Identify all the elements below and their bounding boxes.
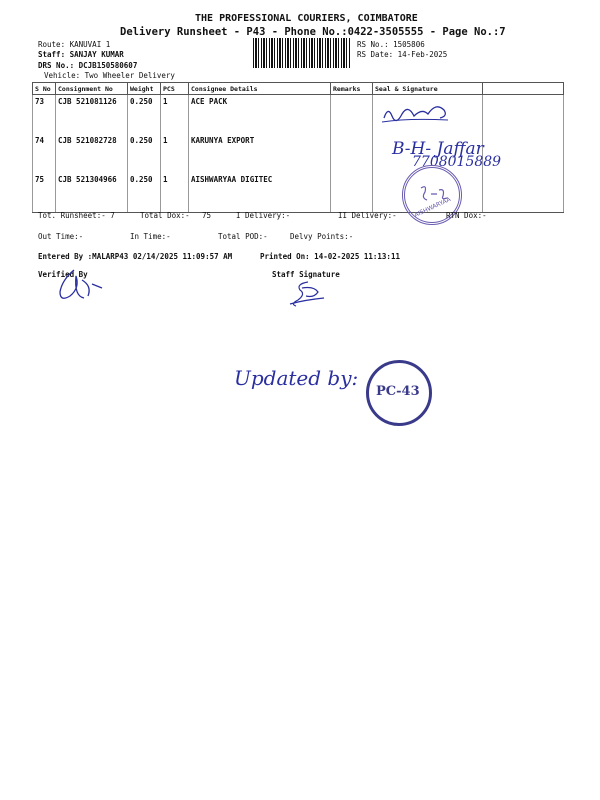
receiver-name: B-H- Jaffar [392,139,484,159]
cell-pcs: 1 [161,134,189,173]
route-label: Route: KANUVAI 1 [38,40,111,49]
printed-on: Printed On: 14-02-2025 11:13:11 [260,252,400,261]
cell-sno: 74 [33,134,56,173]
total-dox-label: Total Dox:- [140,211,190,220]
col-consignment: Consignment No [56,83,128,95]
drs-number: DRS No.: DCJB150580607 [38,61,138,70]
cell-consignee: ACE PACK [189,95,331,135]
rtn-dox: RTN Dox:- [446,211,487,220]
vehicle-label: Vehicle: Two Wheeler Delivery [44,71,175,80]
table-row [33,95,564,135]
cell-consignee: AISHWARYAA DIGITEC [189,173,331,213]
verified-by-label: Verified By [38,270,88,279]
cell-weight: 0.250 [128,173,161,213]
cell-consignment: CJB 521081126 [56,95,128,135]
col-seal: Seal & Signature [373,83,483,95]
cell-consignment: CJB 521304966 [56,173,128,213]
staff-label: Staff: SANJAY KUMAR [38,50,124,59]
entered-by: Entered By :MALARP43 02/14/2025 11:09:57 AM [38,252,233,261]
receiver-phone: 7708015889 [412,154,502,170]
delivery-points: Delvy Points:- [290,232,354,241]
cell-pcs: 1 [161,95,189,135]
col-sno: S No [33,83,56,95]
table-row [33,173,564,213]
staff-signature [284,278,330,308]
stamp-code: PC-43 [376,384,420,399]
total-dox-value: 75 [202,211,212,220]
rs-date: RS Date: 14-Feb-2025 [357,50,448,59]
col-pcs: PCS [161,83,189,95]
rs-number: RS No.: 1505806 [357,40,425,49]
cell-sno: 73 [33,95,56,135]
row1-signature [378,98,458,128]
cell-consignment: CJB 521082728 [56,134,128,173]
company-title: THE PROFESSIONAL COURIERS, COIMBATORE [195,13,418,24]
ii-delivery: II Delivery:- [338,211,397,220]
cell-weight: 0.250 [128,95,161,135]
out-time: Out Time:- [38,232,84,241]
pc43-stamp [366,360,432,426]
col-consignee: Consignee Details [189,83,331,95]
verified-signature [52,266,108,306]
runsheet-table [32,82,564,213]
table-header-row [33,83,564,95]
updated-by-note: Updated by: [234,366,359,390]
staff-signature-label: Staff Signature [272,270,340,279]
cell-weight: 0.250 [128,134,161,173]
cell-sno: 75 [33,173,56,213]
cell-pcs: 1 [161,173,189,213]
seal-signature-mark [417,182,449,204]
cell-consignee: KARUNYA EXPORT [189,134,331,173]
col-remarks: Remarks [331,83,373,95]
seal-text: AISHWARYAA [413,196,452,219]
total-pod: Total POD:- [218,232,268,241]
in-time: In Time:- [130,232,171,241]
i-delivery: I Delivery:- [236,211,291,220]
total-runsheet: Tot. Runsheet:- 7 [38,211,115,220]
runsheet-subtitle: Delivery Runsheet - P43 - Phone No.:0422-3505555 - Page No.:7 [120,26,506,38]
col-weight: Weight [128,83,161,95]
barcode [253,38,351,68]
